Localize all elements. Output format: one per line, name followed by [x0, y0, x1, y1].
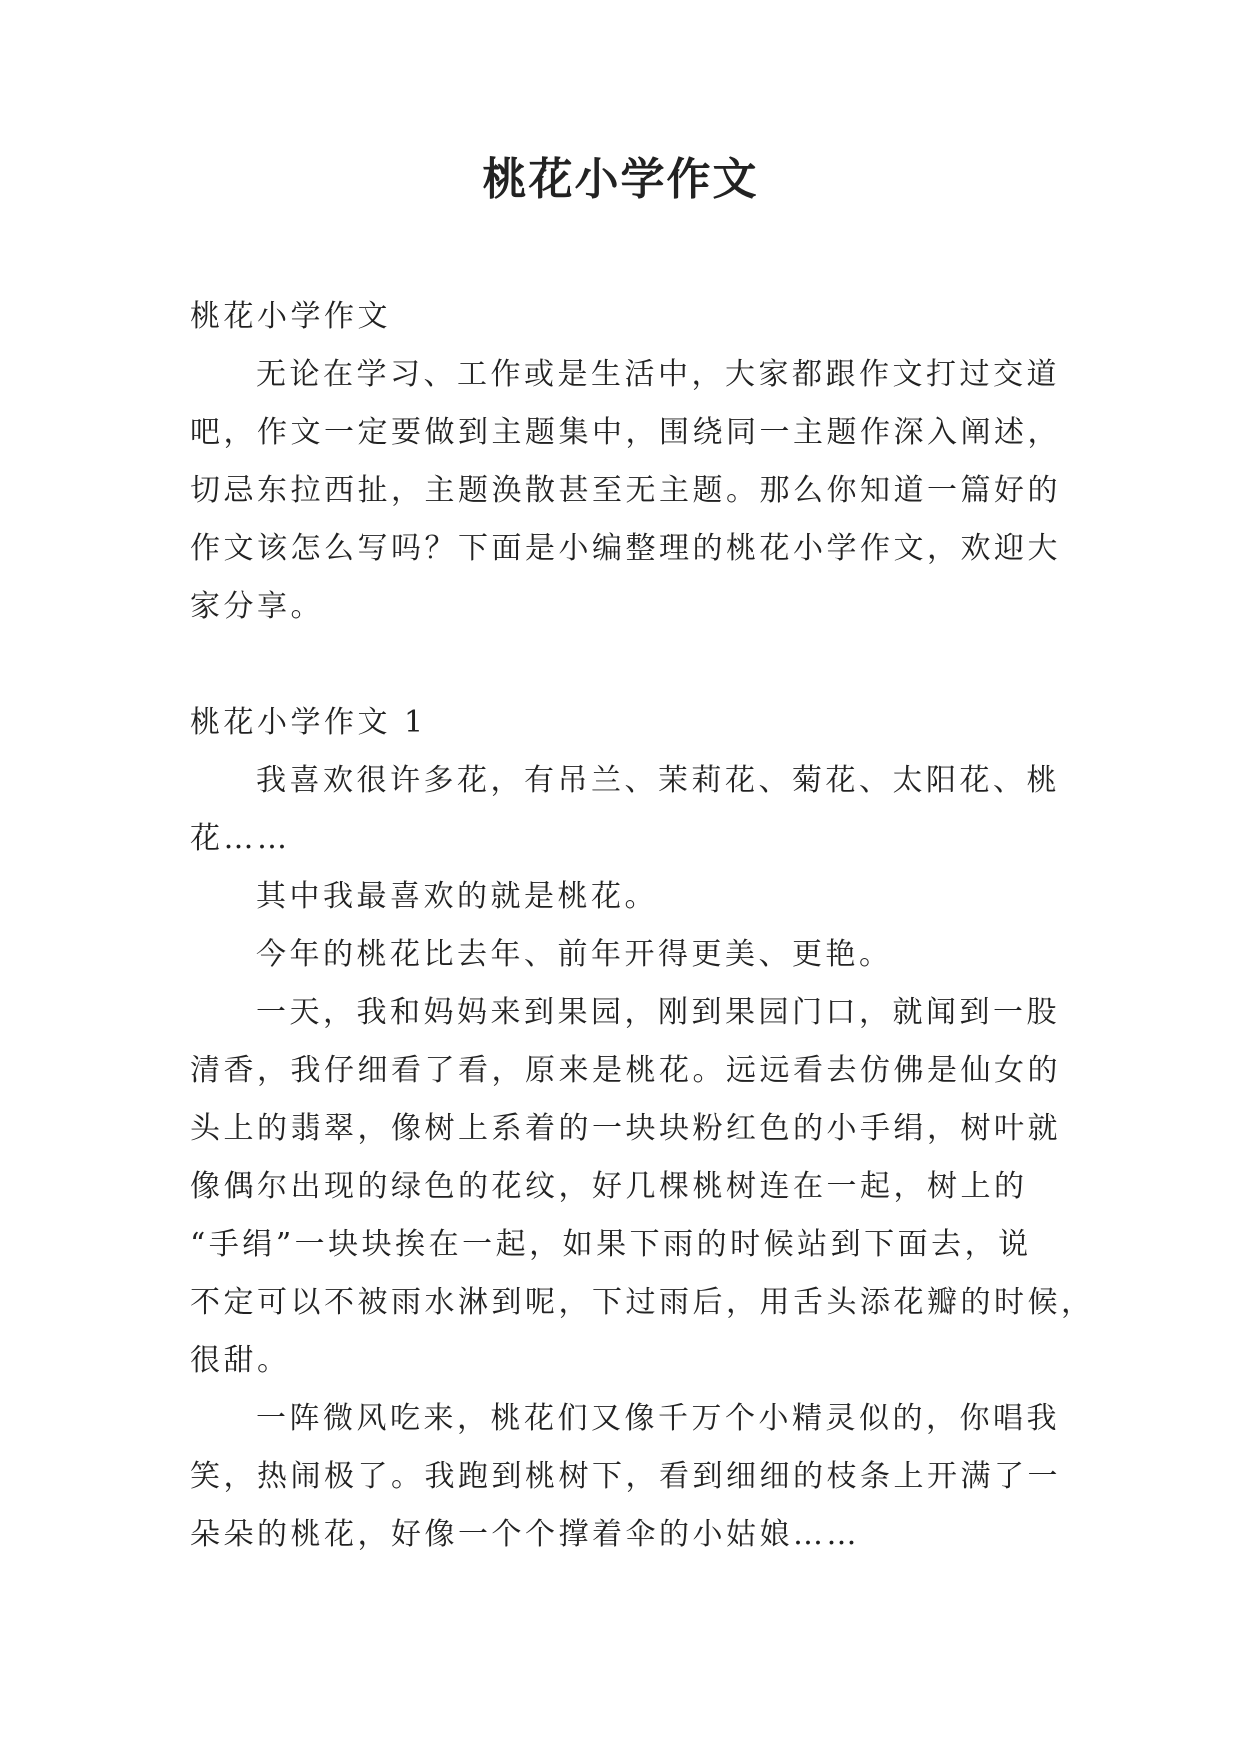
paragraph-line: 不定可以不被雨水淋到呢，下过雨后，用舌头添花瓣的时候，: [190, 1285, 1095, 1320]
paragraph-line: 作文该怎么写吗？下面是小编整理的桃花小学作文，欢迎大: [190, 531, 1061, 566]
intro-paragraph: [190, 346, 1061, 636]
paragraph-line: 一阵微风吃来，桃花们又像千万个小精灵似的，你唱我: [256, 1401, 1060, 1436]
paragraph-3: [190, 926, 1052, 984]
paragraph-line: 笑，热闹极了。我跑到桃树下，看到细细的枝条上开满了一: [190, 1459, 1061, 1494]
paragraph-4: [190, 984, 1095, 1390]
paragraph-1: [190, 752, 1060, 868]
paragraph-line: “手绢”一块块挨在一起，如果下雨的时候站到下面去，说: [190, 1227, 1032, 1262]
paragraph-5: [190, 1390, 1061, 1564]
section-spacer: [190, 636, 1052, 694]
paragraph-line: 头上的翡翠，像树上系着的一块块粉红色的小手绢，树叶就: [190, 1111, 1061, 1146]
section-heading: 桃花小学作文 1: [190, 705, 427, 740]
paragraph-line: 朵朵的桃花，好像一个个撑着伞的小姑娘……: [190, 1517, 860, 1552]
intro-heading: 桃花小学作文: [190, 299, 391, 334]
paragraph-2: [190, 868, 1052, 926]
paragraph-line: 像偶尔出现的绿色的花纹，好几棵桃树连在一起，树上的: [190, 1169, 1028, 1204]
paragraph-line: 很甜。: [190, 1343, 291, 1378]
document-body: [190, 288, 1095, 1564]
paragraph-line: 吧，作文一定要做到主题集中，围绕同一主题作深入阐述，: [190, 415, 1061, 450]
paragraph-line: 今年的桃花比去年、前年开得更美、更艳。: [256, 937, 893, 972]
paragraph-line: 清香，我仔细看了看，原来是桃花。远远看去仿佛是仙女的: [190, 1053, 1061, 1088]
paragraph-line: 一天，我和妈妈来到果园，刚到果园门口，就闻到一股: [256, 995, 1060, 1030]
paragraph-line: 花……: [190, 821, 291, 856]
paragraph-line: 切忌东拉西扯，主题涣散甚至无主题。那么你知道一篇好的: [190, 473, 1061, 508]
paragraph-line: 无论在学习、工作或是生活中，大家都跟作文打过交道: [256, 357, 1060, 392]
paragraph-line: 我喜欢很许多花，有吊兰、茉莉花、菊花、太阳花、桃: [256, 763, 1060, 798]
paragraph-line: 其中我最喜欢的就是桃花。: [256, 879, 658, 914]
document-title: 桃花小学作文: [482, 154, 759, 205]
paragraph-line: 家分享。: [190, 589, 324, 624]
